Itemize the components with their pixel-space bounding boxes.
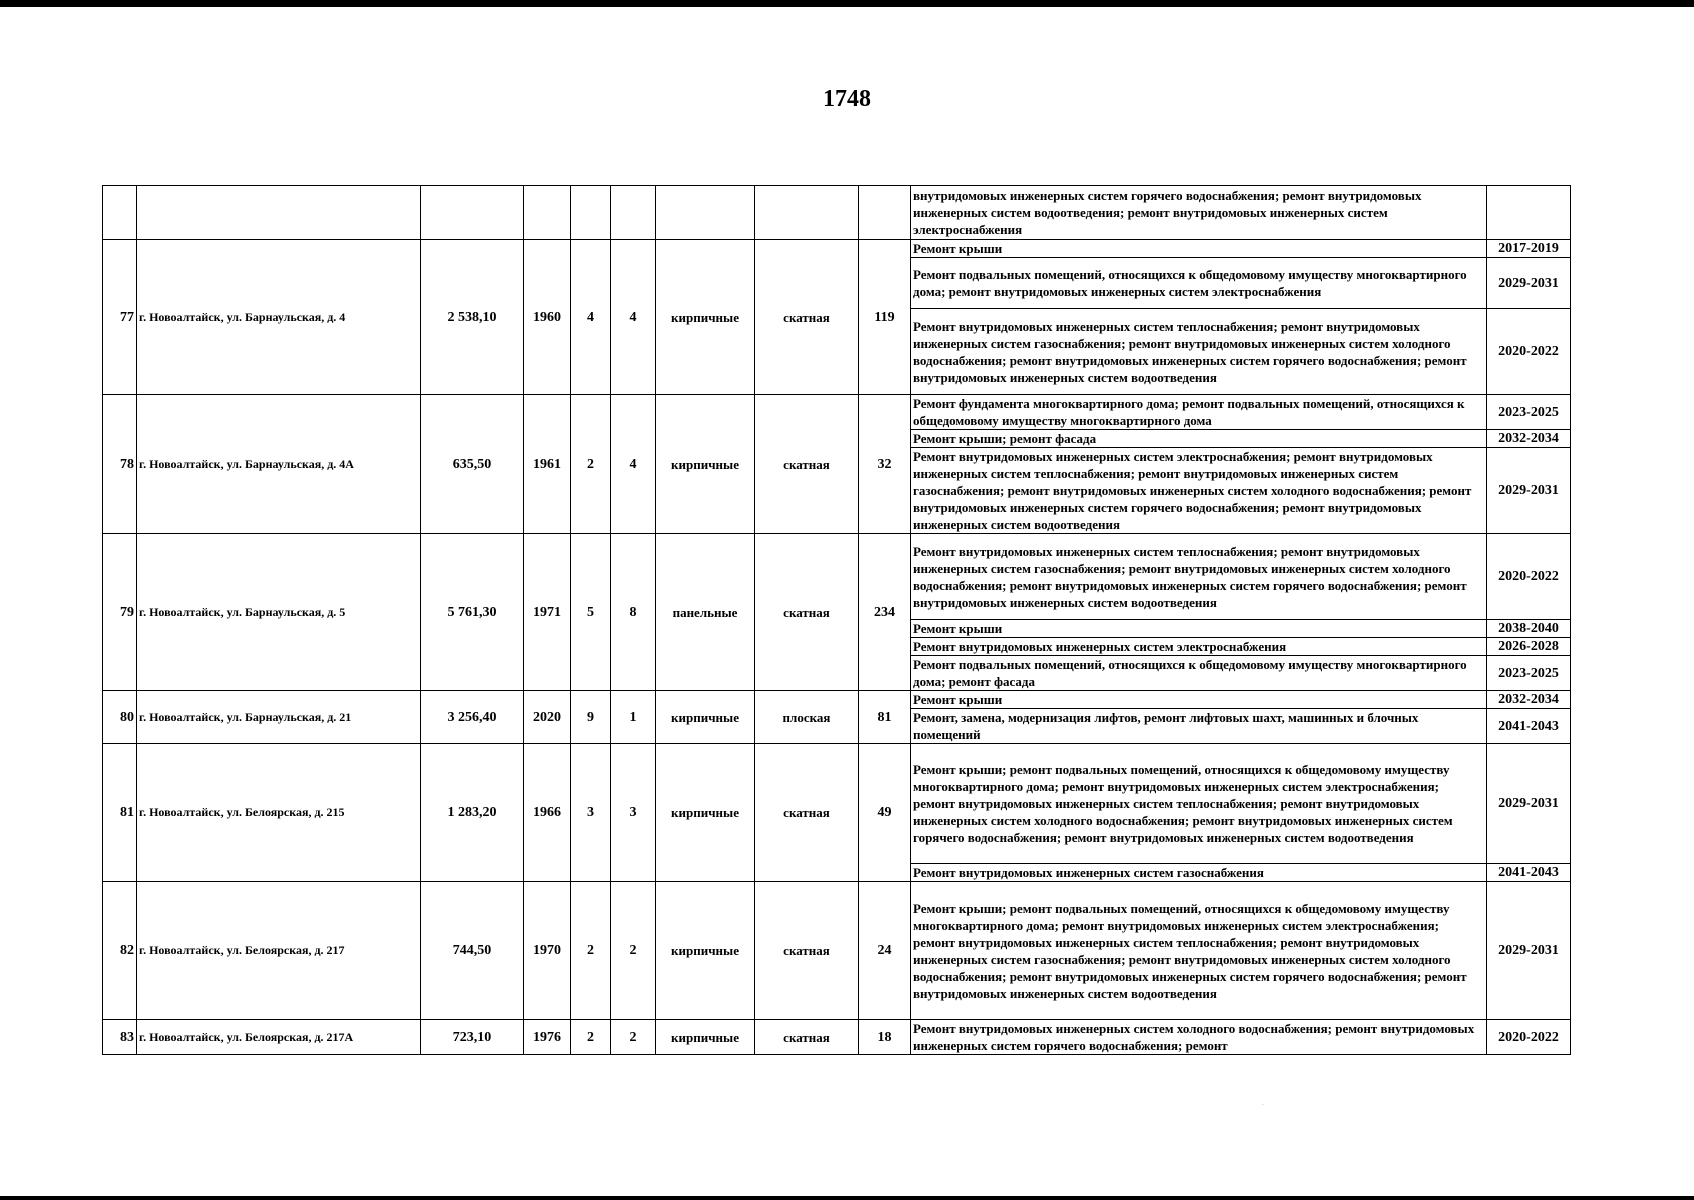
row-number-cell: 80 <box>103 691 137 744</box>
table-row <box>103 534 1571 620</box>
repair-period-cell: 2026-2028 <box>1487 638 1571 656</box>
area-cell: 1 283,20 <box>421 744 524 882</box>
repair-period-cell: 2029-2031 <box>1487 744 1571 864</box>
residents-cell: 119 <box>859 240 911 395</box>
row-number-cell: 77 <box>103 240 137 395</box>
repair-work-cell: Ремонт внутридомовых инженерных систем теплоснабжения; ремонт внутридомовых инженерных систем газоснабжения; ремонт внутридомовых инженерных систем холодного водоснабжения; ремонт внутридомовых инженерных систем горячего водоснабжения; ремонт внутридомовых инженерных систем водоотведения <box>911 534 1487 620</box>
wall-material-cell: панельные <box>656 534 755 691</box>
year-built-cell: 1961 <box>524 395 571 534</box>
entrances-cell: 8 <box>611 534 656 691</box>
table-row <box>103 882 1571 1020</box>
row-number-cell: 81 <box>103 744 137 882</box>
repair-period-cell: 2029-2031 <box>1487 258 1571 309</box>
year-built-cell: 1971 <box>524 534 571 691</box>
scan-mark: . <box>1262 1098 1264 1107</box>
repair-period-cell: 2038-2040 <box>1487 620 1571 638</box>
repair-work-cell: Ремонт крыши <box>911 691 1487 709</box>
repair-period-cell: 2020-2022 <box>1487 534 1571 620</box>
residents-cell <box>859 186 911 240</box>
roof-type-cell: скатная <box>755 1020 859 1055</box>
address-cell: г. Новоалтайск, ул. Белоярская, д. 215 <box>137 744 421 882</box>
repair-work-cell: Ремонт внутридомовых инженерных систем теплоснабжения; ремонт внутридомовых инженерных систем газоснабжения; ремонт внутридомовых инженерных систем холодного водоснабжения; ремонт внутридомовых инженерных систем горячего водоснабжения; ремонт внутридомовых инженерных систем водоотведения <box>911 309 1487 395</box>
address-cell: г. Новоалтайск, ул. Барнаульская, д. 5 <box>137 534 421 691</box>
wall-material-cell <box>656 186 755 240</box>
repair-work-cell: Ремонт подвальных помещений, относящихся к общедомовому имуществу многоквартирного дома; ремонт фасада <box>911 656 1487 691</box>
wall-material-cell: кирпичные <box>656 240 755 395</box>
year-built-cell: 1966 <box>524 744 571 882</box>
area-cell: 3 256,40 <box>421 691 524 744</box>
table-row <box>103 395 1571 430</box>
entrances-cell: 4 <box>611 395 656 534</box>
area-cell: 2 538,10 <box>421 240 524 395</box>
repair-work-cell: Ремонт крыши; ремонт подвальных помещений, относящихся к общедомовому имуществу многоквартирного дома; ремонт внутридомовых инженерных систем электроснабжения; ремонт внутридомовых инженерных систем теплоснабжения; ремонт внутридомовых инженерных систем холодного водоснабжения; ремонт внутридомовых инженерных систем горячего водоснабжения; ремонт внутридомовых инженерных систем водоотведения <box>911 744 1487 864</box>
repair-work-cell: Ремонт фундамента многоквартирного дома; ремонт подвальных помещений, относящихся к общедомовому имуществу многоквартирного дома <box>911 395 1487 430</box>
year-built-cell: 1976 <box>524 1020 571 1055</box>
entrances-cell: 4 <box>611 240 656 395</box>
table-row <box>103 744 1571 864</box>
top-border-rule <box>0 0 1694 7</box>
row-number-cell: 79 <box>103 534 137 691</box>
repair-work-cell: Ремонт крыши; ремонт подвальных помещений, относящихся к общедомовому имуществу многоквартирного дома; ремонт внутридомовых инженерных систем электроснабжения; ремонт внутридомовых инженерных систем теплоснабжения; ремонт внутридомовых инженерных систем газоснабжения; ремонт внутридомовых инженерных систем холодного водоснабжения; ремонт внутридомовых инженерных систем горячего водоснабжения; ремонт внутридомовых инженерных систем водоотведения <box>911 882 1487 1020</box>
area-cell <box>421 186 524 240</box>
repair-period-cell <box>1487 186 1571 240</box>
table-row <box>103 240 1571 258</box>
wall-material-cell: кирпичные <box>656 1020 755 1055</box>
entrances-cell <box>611 186 656 240</box>
repair-work-cell: Ремонт внутридомовых инженерных систем электроснабжения; ремонт внутридомовых инженерных систем теплоснабжения; ремонт внутридомовых инженерных систем газоснабжения; ремонт внутридомовых инженерных систем холодного водоснабжения; ремонт внутридомовых инженерных систем горячего водоснабжения; ремонт внутридомовых инженерных систем водоотведения <box>911 448 1487 534</box>
residents-cell: 18 <box>859 1020 911 1055</box>
floors-cell: 2 <box>571 1020 611 1055</box>
area-cell: 744,50 <box>421 882 524 1020</box>
repair-period-cell: 2029-2031 <box>1487 882 1571 1020</box>
address-cell: г. Новоалтайск, ул. Барнаульская, д. 4 <box>137 240 421 395</box>
residents-cell: 24 <box>859 882 911 1020</box>
entrances-cell: 3 <box>611 744 656 882</box>
bottom-border-rule <box>0 1196 1694 1200</box>
entrances-cell: 1 <box>611 691 656 744</box>
table-row <box>103 1020 1571 1055</box>
floors-cell: 2 <box>571 395 611 534</box>
roof-type-cell <box>755 186 859 240</box>
wall-material-cell: кирпичные <box>656 882 755 1020</box>
wall-material-cell: кирпичные <box>656 395 755 534</box>
area-cell: 635,50 <box>421 395 524 534</box>
address-cell <box>137 186 421 240</box>
address-cell: г. Новоалтайск, ул. Барнаульская, д. 21 <box>137 691 421 744</box>
repair-work-cell: Ремонт подвальных помещений, относящихся к общедомовому имуществу многоквартирного дома; ремонт внутридомовых инженерных систем электроснабжения <box>911 258 1487 309</box>
residents-cell: 81 <box>859 691 911 744</box>
roof-type-cell: скатная <box>755 744 859 882</box>
repair-period-cell: 2041-2043 <box>1487 709 1571 744</box>
area-cell: 723,10 <box>421 1020 524 1055</box>
residents-cell: 234 <box>859 534 911 691</box>
repair-work-cell: Ремонт крыши <box>911 620 1487 638</box>
year-built-cell: 1970 <box>524 882 571 1020</box>
floors-cell: 3 <box>571 744 611 882</box>
table-row <box>103 186 1571 240</box>
repair-period-cell: 2029-2031 <box>1487 448 1571 534</box>
row-number-cell: 82 <box>103 882 137 1020</box>
floors-cell: 4 <box>571 240 611 395</box>
address-cell: г. Новоалтайск, ул. Белоярская, д. 217 <box>137 882 421 1020</box>
roof-type-cell: скатная <box>755 395 859 534</box>
roof-type-cell: плоская <box>755 691 859 744</box>
year-built-cell: 1960 <box>524 240 571 395</box>
address-cell: г. Новоалтайск, ул. Белоярская, д. 217А <box>137 1020 421 1055</box>
roof-type-cell: скатная <box>755 534 859 691</box>
entrances-cell: 2 <box>611 1020 656 1055</box>
area-cell: 5 761,30 <box>421 534 524 691</box>
repair-period-cell: 2020-2022 <box>1487 309 1571 395</box>
roof-type-cell: скатная <box>755 240 859 395</box>
repair-period-cell: 2032-2034 <box>1487 691 1571 709</box>
residents-cell: 32 <box>859 395 911 534</box>
repair-work-cell: Ремонт внутридомовых инженерных систем газоснабжения <box>911 864 1487 882</box>
repair-period-cell: 2032-2034 <box>1487 430 1571 448</box>
floors-cell: 9 <box>571 691 611 744</box>
repair-period-cell: 2041-2043 <box>1487 864 1571 882</box>
repair-work-cell: Ремонт крыши <box>911 240 1487 258</box>
floors-cell: 5 <box>571 534 611 691</box>
housing-repair-table <box>102 185 1571 1055</box>
table-row <box>103 691 1571 709</box>
repair-work-cell: Ремонт крыши; ремонт фасада <box>911 430 1487 448</box>
residents-cell: 49 <box>859 744 911 882</box>
repair-period-cell: 2023-2025 <box>1487 395 1571 430</box>
floors-cell: 2 <box>571 882 611 1020</box>
row-number-cell: 83 <box>103 1020 137 1055</box>
row-number-cell <box>103 186 137 240</box>
address-cell: г. Новоалтайск, ул. Барнаульская, д. 4А <box>137 395 421 534</box>
wall-material-cell: кирпичные <box>656 744 755 882</box>
page-number: 1748 <box>823 86 871 112</box>
repair-period-cell: 2023-2025 <box>1487 656 1571 691</box>
repair-work-cell: Ремонт внутридомовых инженерных систем холодного водоснабжения; ремонт внутридомовых инженерных систем горячего водоснабжения; ремонт <box>911 1020 1487 1055</box>
entrances-cell: 2 <box>611 882 656 1020</box>
year-built-cell <box>524 186 571 240</box>
repair-work-cell: внутридомовых инженерных систем горячего водоснабжения; ремонт внутридомовых инженерных систем водоотведения; ремонт внутридомовых инженерных систем электроснабжения <box>911 186 1487 240</box>
repair-work-cell: Ремонт, замена, модернизация лифтов, ремонт лифтовых шахт, машинных и блочных помещений <box>911 709 1487 744</box>
row-number-cell: 78 <box>103 395 137 534</box>
repair-period-cell: 2017-2019 <box>1487 240 1571 258</box>
table-body <box>103 186 1571 1055</box>
repair-period-cell: 2020-2022 <box>1487 1020 1571 1055</box>
floors-cell <box>571 186 611 240</box>
year-built-cell: 2020 <box>524 691 571 744</box>
wall-material-cell: кирпичные <box>656 691 755 744</box>
roof-type-cell: скатная <box>755 882 859 1020</box>
repair-work-cell: Ремонт внутридомовых инженерных систем электроснабжения <box>911 638 1487 656</box>
